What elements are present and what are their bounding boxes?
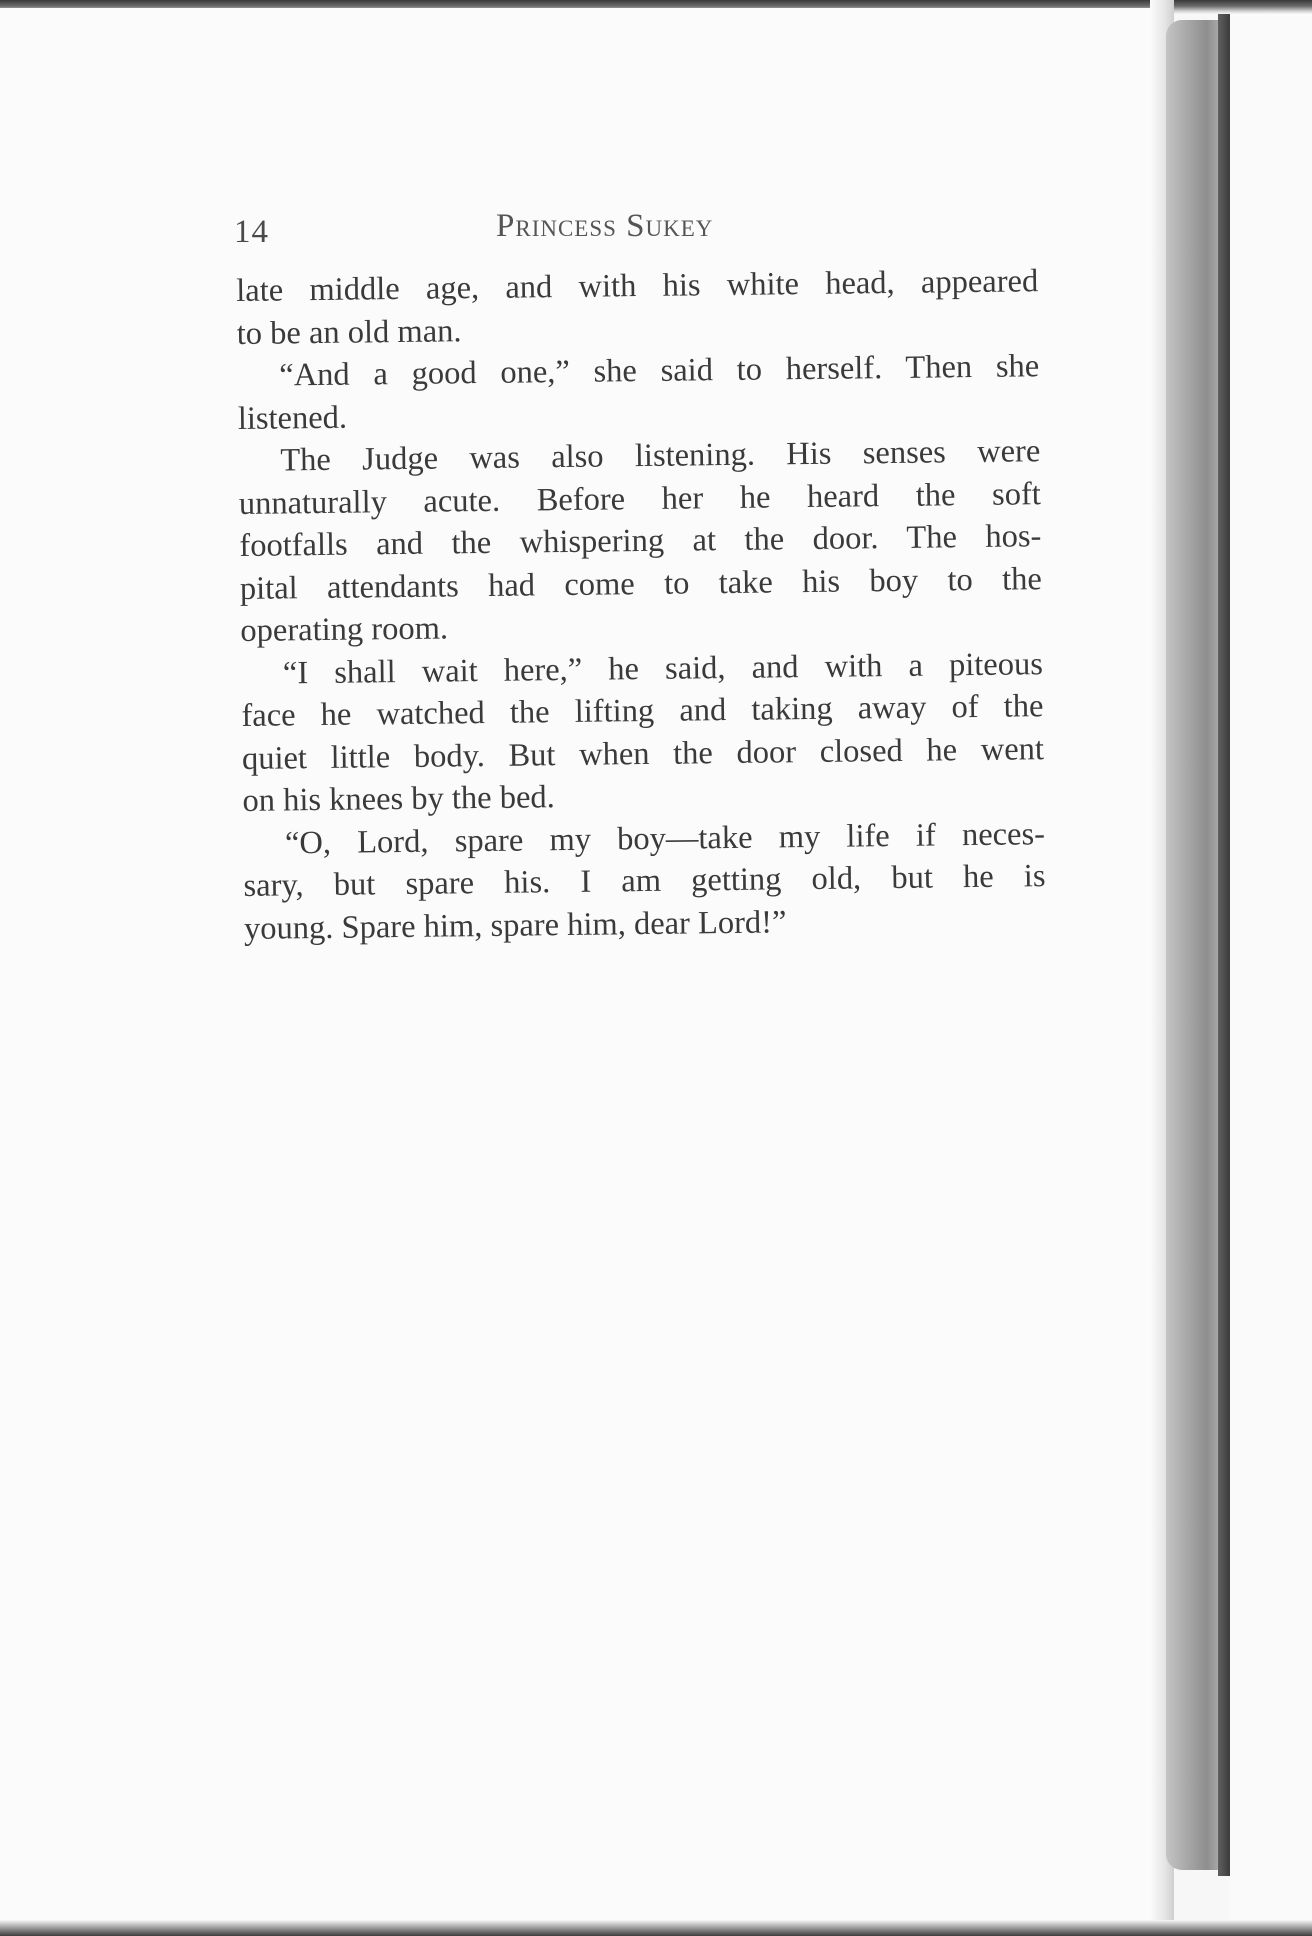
running-head bbox=[234, 208, 1044, 258]
book-title: Princess Sukey bbox=[496, 208, 714, 244]
text-line: sary, but spare his. I am getting old, but he is bbox=[243, 858, 1046, 904]
binding-gutter bbox=[1218, 14, 1230, 1876]
text-line: late middle age, and with his white head, appeared bbox=[236, 263, 1039, 309]
text-line: operating room. bbox=[240, 610, 449, 649]
text-line: unnaturally acute. Before her he heard the soft bbox=[238, 475, 1042, 522]
book-page bbox=[0, 8, 1166, 1924]
book-binding bbox=[1166, 20, 1224, 1870]
scan-bottom-edge bbox=[0, 1920, 1312, 1936]
text-line: quiet little body. But when the door closed he went bbox=[241, 730, 1045, 777]
text-line: pital attendants had come to take his boy to the bbox=[239, 560, 1043, 607]
text-line: “I shall wait here,” he said, and with a piteous bbox=[282, 645, 1044, 691]
page-number: 14 bbox=[234, 214, 269, 250]
text-line: young. Spare him, spare him, dear Lord!” bbox=[243, 903, 787, 947]
text-line: face he watched the lifting and taking away of the bbox=[241, 688, 1044, 734]
text-line: on his knees by the bed. bbox=[242, 779, 555, 819]
text-line: The Judge was also listening. His senses were bbox=[280, 433, 1041, 479]
text-line: to be an old man. bbox=[236, 312, 462, 352]
body-text bbox=[236, 260, 1046, 950]
text-line: “And a good one,” she said to herself. Then she bbox=[279, 348, 1040, 394]
text-line: “O, Lord, spare my boy—take my life if neces- bbox=[284, 815, 1046, 861]
text-line: listened. bbox=[237, 399, 348, 437]
facing-page-edge bbox=[1230, 14, 1312, 1920]
text-line: footfalls and the whispering at the door. The hos- bbox=[239, 518, 1042, 564]
